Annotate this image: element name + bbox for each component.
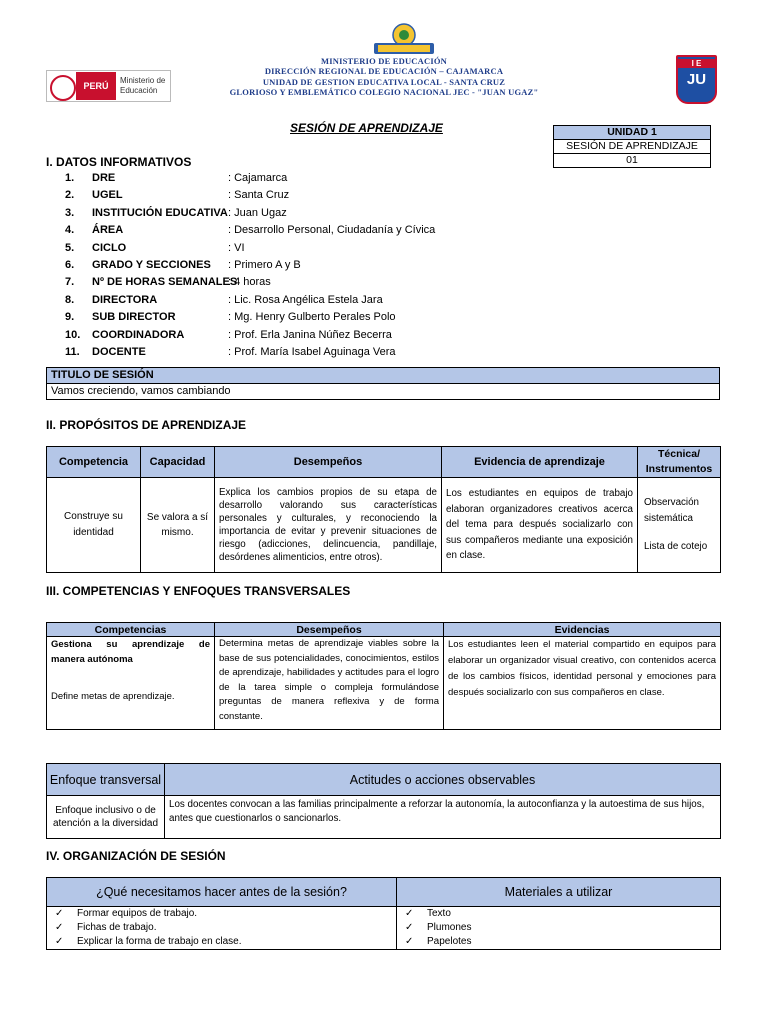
check-icon: ✓ [55,936,64,947]
checklist-item [405,935,712,949]
materials-list [397,907,721,950]
info-value: : Lic. Rosa Angélica Estela Jara [228,293,383,306]
col-header-tecnica: Técnica/ Instrumentos [638,447,721,478]
page-title: SESIÓN DE APRENDIZAJE [290,121,443,135]
ministry-logo: PERÚ Ministerio de Educación [46,70,171,102]
transversal-capacidad: Define metas de aprendizaje. [51,691,175,702]
coat-of-arms-icon [50,75,76,101]
info-number: 1. [65,172,75,184]
info-number: 11. [65,346,80,358]
header-dre: DIRECCIÓN REGIONAL DE EDUCACIÓN – CAJAMARCA [264,66,504,76]
info-label: COORDINADORA [92,328,185,341]
checklist-item [55,907,388,921]
section-4-heading: IV. ORGANIZACIÓN DE SESIÓN [46,849,226,863]
before-session-header: ¿Qué necesitamos hacer antes de la sesión? [47,878,397,907]
info-label: CICLO [92,241,127,254]
competencia-logo [366,23,442,55]
col-header-competencia: Competencia [47,447,141,478]
checklist-text: Papelotes [427,936,472,947]
col-header-capacidad: Capacidad [141,447,215,478]
info-number: 9. [65,311,75,324]
info-label: ÁREA [92,224,124,237]
info-value: : Mg. Henry Gulberto Perales Polo [228,311,396,324]
section-2-heading: II. PROPÓSITOS DE APRENDIZAJE [46,418,247,432]
purpose-tecnica [638,478,721,573]
enfoque-table [46,763,721,839]
checklist-text: Plumones [427,922,472,933]
section-3-heading: III. COMPETENCIAS Y ENFOQUES TRANSVERSALES [46,584,351,598]
session-title-label: TITULO DE SESIÓN [47,368,720,384]
info-number: 7. [65,276,75,289]
check-icon: ✓ [55,922,64,933]
info-label: SUB DIRECTOR [92,311,176,324]
info-value: : 4 horas [228,276,271,289]
section-1-heading: I. DATOS INFORMATIVOS [46,155,192,169]
col-header-competencias: Competencias [47,623,215,637]
info-number: 8. [65,293,75,306]
checklist-text: Texto [427,908,451,919]
session-label: SESIÓN DE APRENDIZAJE [554,140,711,154]
info-value: : Santa Cruz [228,189,290,202]
enfoque-header: Enfoque transversal [47,764,165,796]
info-number: 3. [65,206,75,219]
header-ugel: UNIDAD DE GESTION EDUCATIVA LOCAL - SANTA CRUZ [262,77,506,87]
info-number: 4. [65,224,75,237]
header-ministry: MINISTERIO DE EDUCACIÓN [321,56,447,66]
col-header-evidencias: Evidencias [444,623,721,637]
transversal-desempenos: Determina metas de aprendizaje viables sobre la base de sus potencialidades, conocimientos, estilos de aprendizaje, habilidades y actitudes para el logro de la tarea simple o compleja formulándose preguntas de manera reflexiva y de forma constante. [215,637,444,730]
unit-box [553,125,711,168]
info-label: DIRECTORA [92,293,158,306]
info-label: DRE [92,172,116,184]
session-number: 01 [554,154,711,168]
unit-label: UNIDAD 1 [554,126,711,140]
info-value: : Juan Ugaz [228,206,287,219]
checklist-item [405,921,712,935]
materials-header: Materiales a utilizar [397,878,721,907]
session-title-table [46,367,720,400]
info-label: DOCENTE [92,346,146,358]
before-session-list [47,907,397,950]
actitudes-header: Actitudes o acciones observables [165,764,721,796]
checklist-text: Explicar la forma de trabajo en clase. [77,936,242,947]
info-value: : Prof. María Isabel Aguinaga Vera [228,346,396,358]
checklist-item [405,907,712,921]
info-value: : VI [228,241,245,254]
checklist-text: Fichas de trabajo. [77,922,157,933]
actitudes-value: Los docentes convocan a las familias principalmente a reforzar la autonomía, la autoconfianza y la autoestima de sus hijos, antes que cuestionarlos o sancionarlos. [165,796,721,839]
info-number: 2. [65,189,75,202]
info-label: GRADO Y SECCIONES [92,259,211,271]
checklist-text: Formar equipos de trabajo. [77,908,198,919]
purposes-table [46,446,721,573]
check-icon: ✓ [405,922,414,933]
info-number: 10. [65,328,81,341]
info-number: 5. [65,241,75,254]
info-label: INSTITUCIÓN EDUCATIVA [92,206,228,219]
check-icon: ✓ [405,908,414,919]
purpose-desempenos: Explica los cambios propios de su etapa de desarrollo valorando sus características personales y culturales, y reconociendo la importancia de evitar y prevenir situaciones de riesgo (adicciones, delincuencia, pandillaje, desórdenes alimenticios, entre otros). [215,478,442,573]
purpose-capacidad: Se valora a sí mismo. [141,478,215,573]
technique: Observación sistemática [644,497,699,524]
checklist-item [55,921,388,935]
col-header-evidencia: Evidencia de aprendizaje [442,447,638,478]
transversal-evidencias: Los estudiantes leen el material compartido en equipos para elaborar un organizador visual creativo, con contenidos acerca de los cambios físicos, identidad personal y emociones para después socializarlo con sus compañeros en clase. [444,637,721,730]
transversal-competencia: Gestiona su aprendizaje de manera autónoma Define metas de aprendizaje. [47,637,215,730]
purpose-competencia: Construye su identidad [47,478,141,573]
check-icon: ✓ [55,908,64,919]
info-label: UGEL [92,189,123,202]
checklist-item [55,935,388,949]
instrument: Lista de cotejo [644,541,708,552]
check-icon: ✓ [405,936,414,947]
session-title-value: Vamos creciendo, vamos cambiando [47,384,720,400]
info-value: : Desarrollo Personal, Ciudadanía y Cívica [228,224,436,237]
col-header-desempenos: Desempeños [215,447,442,478]
header-school: GLORIOSO Y EMBLEMÁTICO COLEGIO NACIONAL JEC - "JUAN UGAZ" [229,87,539,97]
info-value: : Primero A y B [228,259,301,271]
competencies-table [46,622,721,730]
info-value: : Prof. Erla Janina Núñez Becerra [228,328,392,341]
school-shield-logo: I E JU [676,55,717,104]
enfoque-value: Enfoque inclusivo o de atención a la diversidad [47,796,165,839]
purpose-evidencia: Los estudiantes en equipos de trabajo elaboran organizadores creativos acerca del tema para después socializarlo con sus compañeros mediante una exposición en clase. [442,478,638,573]
info-number: 6. [65,259,75,271]
info-value: : Cajamarca [228,172,288,184]
info-label: Nº DE HORAS SEMANALES [92,276,238,289]
col-header-desempenos-2: Desempeños [215,623,444,637]
organization-table [46,877,721,950]
